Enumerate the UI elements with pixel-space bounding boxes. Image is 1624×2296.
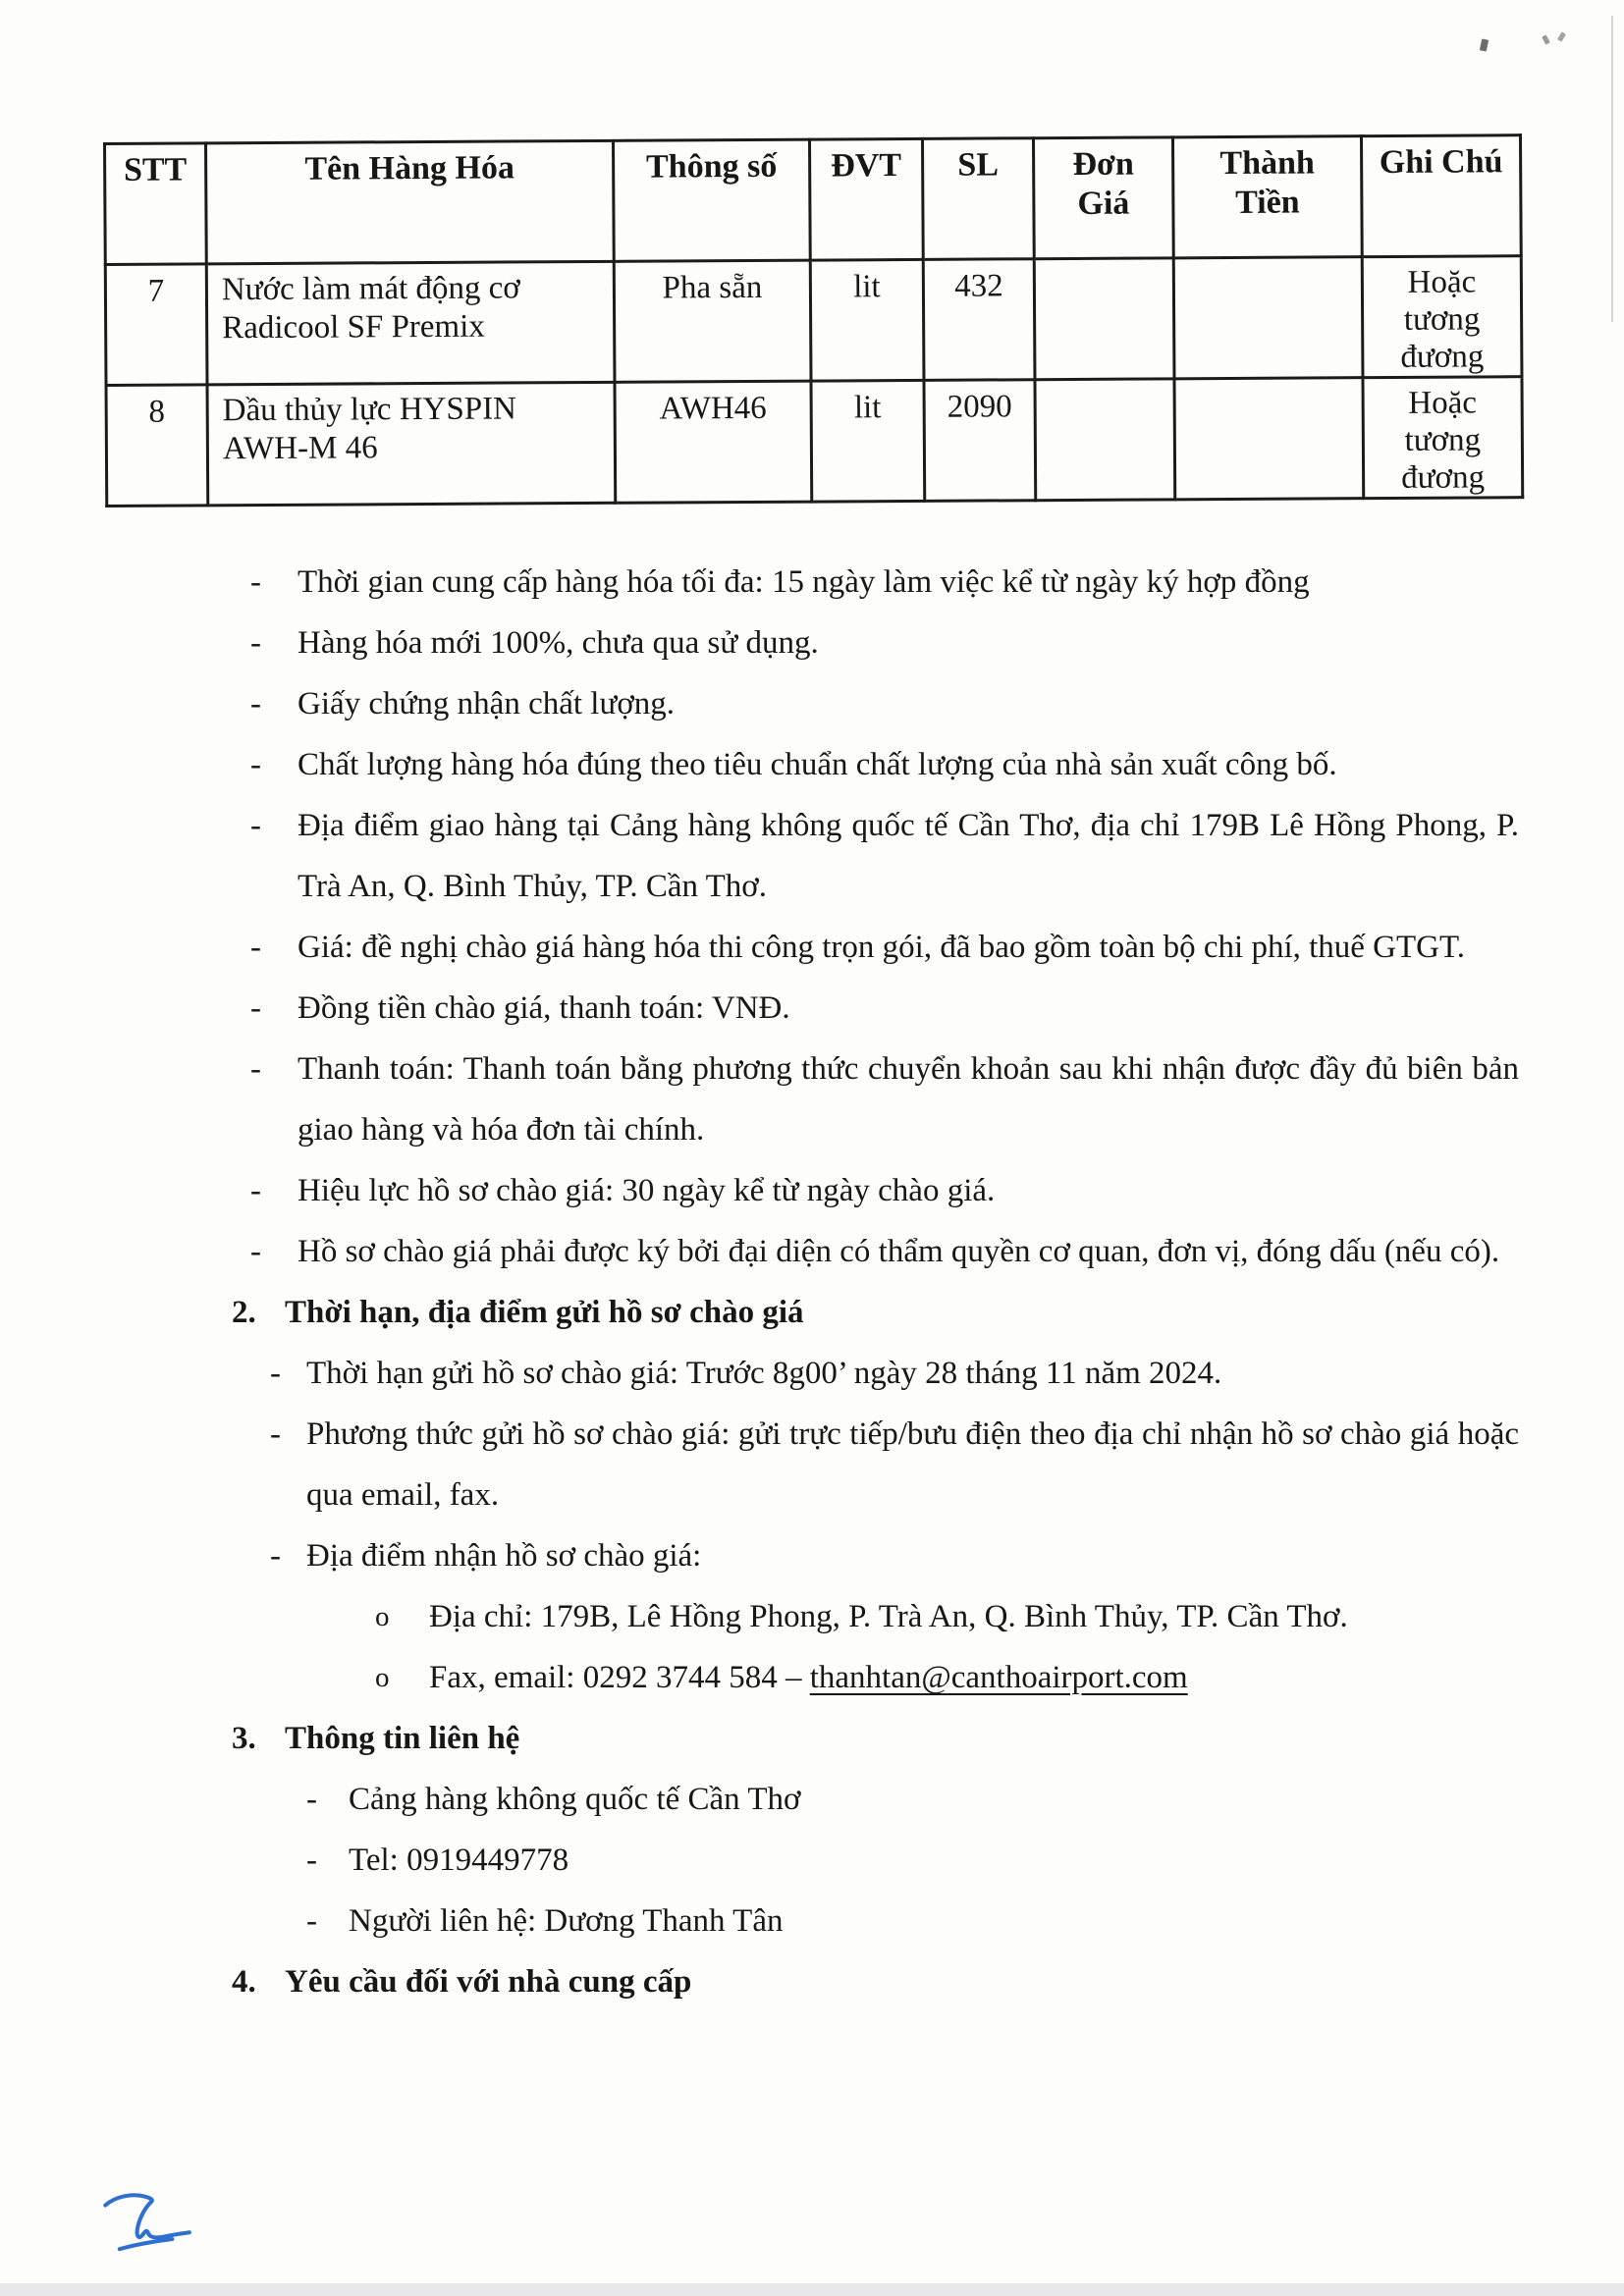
section-2-item [0,1525,1519,1586]
dash-bullet: - [306,1842,317,1878]
contact-phone: Tel: 0919449778 [349,1842,569,1878]
cell-note: Hoặc tương đương [1362,256,1522,378]
cell-unit-price [1035,379,1175,501]
dash-bullet: - [250,990,261,1026]
contact-org: Cảng hàng không quốc tế Cần Thơ [349,1782,801,1817]
document-body [0,552,1519,2012]
cell-item-name: Dầu thủy lực HYSPIN AWH-M 46 [207,382,616,506]
dash-bullet: - [270,1538,281,1574]
contact-item [0,1769,1519,1830]
cell-stt: 7 [105,264,207,386]
cell-spec: Pha sẵn [614,260,811,382]
fax-email-label: Fax, email: 0292 3744 584 – [429,1660,810,1695]
dash-bullet: - [250,930,261,965]
requirement-text: Đồng tiền chào giá, thanh toán: VNĐ. [298,990,790,1026]
cell-amount [1173,257,1363,379]
cell-amount [1174,378,1364,500]
requirement-text: Thanh toán: Thanh toán bằng phương thức chuyển khoản sau khi nhận được đầy đủ biên bản giao hàng và hóa đơn tài chính. [298,1051,1519,1148]
requirement-item [0,795,1519,917]
circle-bullet: o [375,1662,390,1693]
email-link[interactable]: thanhtan@canthoairport.com [809,1660,1188,1695]
requirement-item [0,613,1519,673]
fax-email-sub-item [0,1647,1519,1708]
goods-table [103,133,1524,507]
dash-bullet: - [306,1903,317,1939]
col-header-price-label: Đơn Giá [1072,145,1134,222]
contact-item [0,1830,1519,1891]
requirement-item [0,978,1519,1039]
scan-speck [1542,34,1550,44]
cell-unit-price [1034,258,1174,380]
requirement-text: Hiệu lực hồ sơ chào giá: 30 ngày kể từ ngày chào giá. [298,1173,996,1208]
contact-person: Người liên hệ: Dương Thanh Tân [349,1903,784,1939]
section-3-heading [0,1708,1519,1769]
dash-bullet: - [250,1234,261,1269]
requirement-item [0,1221,1519,1282]
dash-bullet: - [250,1051,261,1087]
requirement-item [0,917,1519,978]
cell-qty: 432 [923,259,1035,381]
section-number: 4. [232,1964,256,2000]
requirement-item [0,1039,1519,1160]
section-2-item [0,1343,1519,1404]
dash-bullet: - [270,1356,281,1391]
requirement-text: Địa điểm giao hàng tại Cảng hàng không quốc tế Cần Thơ, địa chỉ 179B Lê Hồng Phong, P. Trà An, Q. Bình Thủy, TP. Cần Thơ. [298,808,1519,904]
handwritten-signature [101,2190,197,2257]
scan-edge-line [1611,16,1613,322]
col-header-spec: Thông số [613,139,810,261]
table-row [105,256,1522,386]
col-header-price [1033,137,1173,259]
scan-speck [1557,31,1566,41]
cell-unit: lit [811,380,925,502]
dash-bullet: - [250,564,261,600]
dash-bullet: - [250,686,261,721]
section-2-item-text: Phương thức gửi hồ sơ chào giá: gửi trực tiếp/bưu điện theo địa chỉ nhận hồ sơ chào giá hoặc qua email, fax. [306,1416,1519,1513]
contact-item [0,1891,1519,1951]
cell-note: Hoặc tương đương [1363,377,1523,499]
section-4-heading [0,1951,1519,2012]
cell-qty: 2090 [924,380,1036,502]
dash-bullet: - [250,808,261,843]
dash-bullet: - [306,1782,317,1817]
table-row [106,377,1523,507]
cell-spec: AWH46 [615,381,812,503]
requirement-item [0,1160,1519,1221]
section-number: 2. [232,1295,256,1330]
requirement-text: Hồ sơ chào giá phải được ký bởi đại diện có thẩm quyền cơ quan, đơn vị, đóng dấu (nếu có). [298,1234,1500,1269]
cell-stt: 8 [106,385,208,507]
col-header-amount [1172,136,1362,258]
col-header-unit: ĐVT [809,138,923,260]
col-header-qty: SL [922,138,1034,260]
requirement-item [0,673,1519,734]
requirement-item [0,734,1519,795]
section-title: Yêu cầu đối với nhà cung cấp [285,1964,692,2000]
section-title: Thời hạn, địa điểm gửi hồ sơ chào giá [285,1295,804,1330]
section-2-heading [0,1282,1519,1343]
dash-bullet: - [250,1173,261,1208]
requirement-text: Giá: đề nghị chào giá hàng hóa thi công trọn gói, đã bao gồm toàn bộ chi phí, thuế GTGT. [298,930,1465,965]
cell-unit: lit [810,259,924,381]
address-text: Địa chỉ: 179B, Lê Hồng Phong, P. Trà An, Q. Bình Thủy, TP. Cần Thơ. [429,1599,1348,1634]
section-2-item [0,1404,1519,1525]
requirement-text: Thời gian cung cấp hàng hóa tối đa: 15 ngày làm việc kể từ ngày ký hợp đồng [298,564,1310,600]
section-number: 3. [232,1721,256,1756]
circle-bullet: o [375,1601,390,1632]
section-2-item-text: Thời hạn gửi hồ sơ chào giá: Trước 8g00’ ngày 28 tháng 11 năm 2024. [306,1356,1222,1391]
dash-bullet: - [250,747,261,782]
col-header-amount-label: Thành Tiền [1219,144,1315,221]
scan-edge-shadow [0,2283,1624,2296]
col-header-stt: STT [105,143,207,265]
requirement-text: Chất lượng hàng hóa đúng theo tiêu chuẩn chất lượng của nhà sản xuất công bố. [298,747,1337,782]
scan-speck [1480,38,1489,51]
requirement-text: Hàng hóa mới 100%, chưa qua sử dụng. [298,625,819,661]
dash-bullet: - [270,1416,281,1452]
col-header-note: Ghi Chú [1361,135,1521,257]
section-2-item-text: Địa điểm nhận hồ sơ chào giá: [306,1538,702,1574]
dash-bullet: - [250,625,261,661]
cell-item-name: Nước làm mát động cơ Radicool SF Premix [206,261,615,385]
section-title: Thông tin liên hệ [285,1721,520,1756]
table-header-row [105,135,1522,265]
col-header-name: Tên Hàng Hóa [206,140,615,264]
address-sub-item [0,1586,1519,1647]
requirement-item [0,552,1519,613]
requirement-text: Giấy chứng nhận chất lượng. [298,686,676,721]
